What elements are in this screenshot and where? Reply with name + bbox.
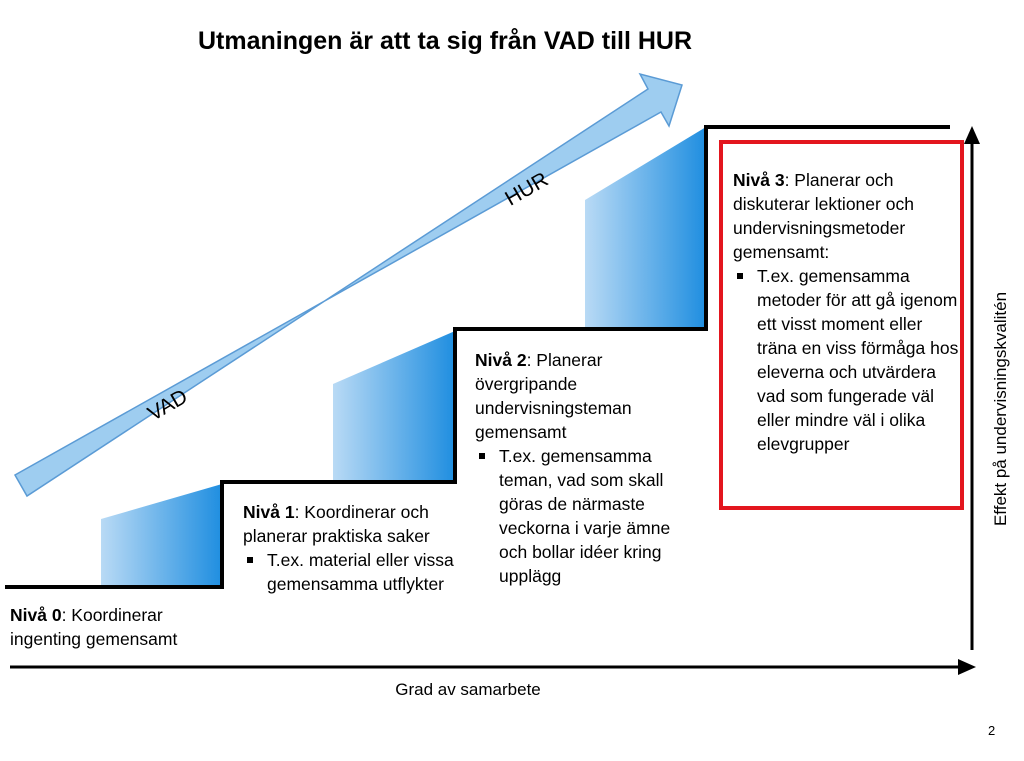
y-axis-label: Effekt på undervisningskvalitén [991,291,1010,527]
level-2-text [475,348,697,588]
level-3-name: Nivå 3 [733,170,785,190]
vad-label: VAD [143,384,192,426]
level-0-name: Nivå 0 [10,605,62,625]
level-1-name: Nivå 1 [243,502,295,522]
page-number: 2 [988,723,996,738]
y-axis-arrowhead [964,126,980,144]
level-3-bullet: T.ex. gemensamma metoder för att gå igenom ett visst moment eller träna en viss förmåga hos eleverna och utvärdera vad som fungerade väl eller mindre väl i olika elevgrupper [733,264,959,456]
page-title: Utmaningen är att ta sig från VAD till HUR [197,27,693,55]
level-1-bullets [243,548,465,596]
step-riser-2 [333,331,455,480]
level-1-bullet: T.ex. material eller vissa gemensamma utflykter [243,548,465,596]
level-2-bullet: T.ex. gemensamma teman, vad som skall göras de närmaste veckorna i varje ämne och bollar idéer kring upplägg [475,444,697,588]
level-1-text [243,500,465,596]
level-3-bullets [733,264,959,456]
step-riser-1 [101,484,222,585]
x-axis-arrowhead [958,659,976,675]
level-3-description: : Planerar och diskuterar lektioner och undervisningsmetoder gemensamt: [733,170,914,262]
level-0-description: : Koordinerar ingenting gemensamt [10,605,178,649]
level-0-text [10,603,215,651]
step-riser-3 [585,127,706,329]
x-axis-label: Grad av samarbete [395,680,541,699]
level-1-description: : Koordinerar och planerar praktiska saker [243,502,430,546]
level-2-bullets [475,444,697,588]
level-2-name: Nivå 2 [475,350,527,370]
hur-label: HUR [501,167,553,211]
level-2-description: : Planerar övergripande undervisningsteman gemensamt [475,350,632,442]
level-3-text [733,168,959,456]
